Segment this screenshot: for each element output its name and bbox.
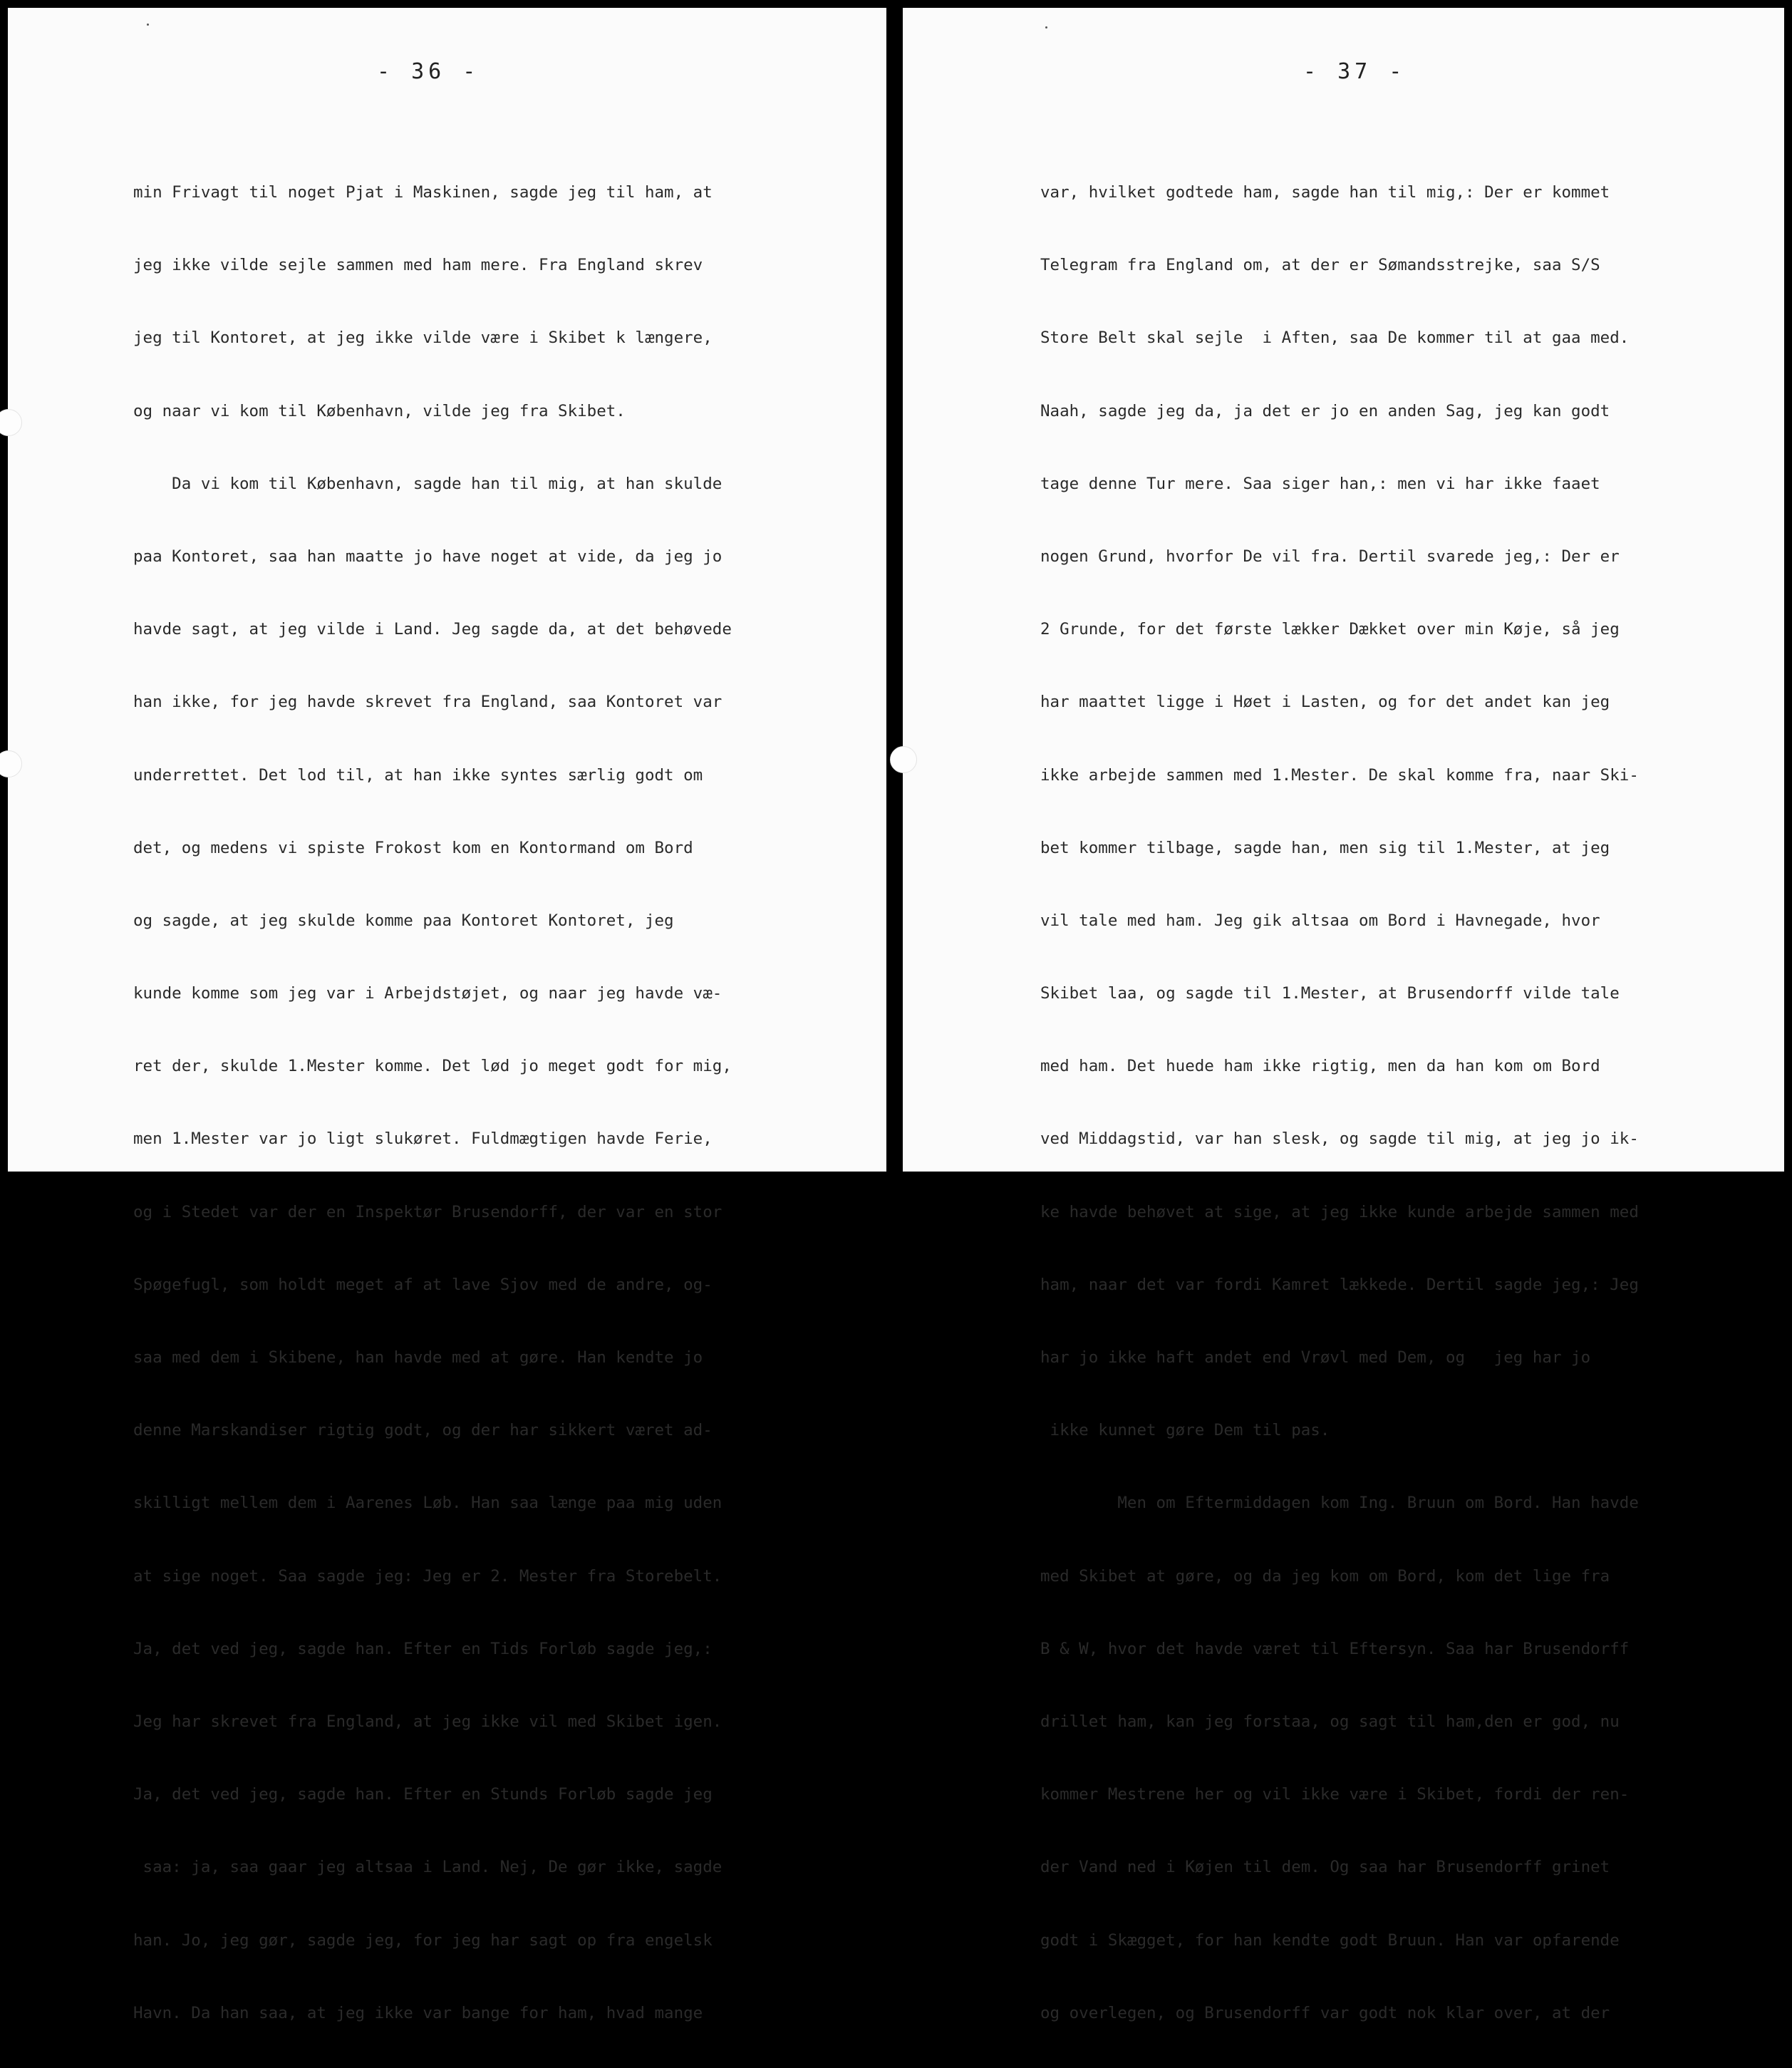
punch-hole <box>0 750 22 777</box>
text-line: saa: ja, saa gaar jeg altsaa i Land. Nej, De gør ikke, sagde <box>133 1858 723 1877</box>
text-line: han ikke, for jeg havde skrevet fra England, saa Kontoret var <box>133 693 723 712</box>
text-line: bet kommer tilbage, sagde han, men sig til 1.Mester, at jeg <box>1040 838 1610 857</box>
text-line: og naar vi kom til København, vilde jeg fra Skibet. <box>133 401 626 420</box>
text-line: drillet ham, kan jeg forstaa, og sagt til ham,den er god, nu <box>1040 1712 1620 1731</box>
text-line: ikke kunnet gøre Dem til pas. <box>1040 1421 1330 1440</box>
text-line: Skibet laa, og sagde til 1.Mester, at Brusendorff vilde tale <box>1040 984 1620 1003</box>
text-line: jeg ikke vilde sejle sammen med ham mere. Fra England skrev <box>133 256 703 275</box>
text-line: ham, naar det var fordi Kamret lækkede. Dertil sagde jeg,: Jeg <box>1040 1275 1639 1294</box>
text-line: var, hvilket godtede ham, sagde han til mig,: Der er kommet <box>1040 183 1610 202</box>
text-line: Jeg har skrevet fra England, at jeg ikke vil med Skibet igen. <box>133 1712 723 1731</box>
text-line: Telegram fra England om, at der er Sømandsstrejke, saa S/S <box>1040 256 1600 275</box>
page-right <box>903 8 1784 2022</box>
text-line: godt i Skægget, for han kendte godt Bruun. Han var opfarende <box>1040 1930 1620 1950</box>
text-line: med ham. Det huede ham ikke rigtig, men da han kom om Bord <box>1040 1057 1600 1076</box>
text-line: Da vi kom til København, sagde han til mig, at han skulde <box>133 474 723 493</box>
text-line: B & W, hvor det havde været til Eftersyn. Saa har Brusendorff <box>1040 1639 1630 1658</box>
page-number: - 36 - <box>377 59 480 84</box>
text-line: nogen Grund, hvorfor De vil fra. Dertil svarede jeg,: Der er <box>1040 547 1620 566</box>
text-line: min Frivagt til noget Pjat i Maskinen, sagde jeg til ham, at <box>133 183 713 202</box>
text-line: Men om Eftermiddagen kom Ing. Bruun om Bord. Han havde <box>1040 1494 1639 1513</box>
text-line: har jo ikke haft andet end Vrøvl med Dem, og jeg har jo <box>1040 1348 1591 1367</box>
page-number: - 37 - <box>1303 59 1407 84</box>
text-line: ved Middagstid, var han slesk, og sagde til mig, at jeg jo ik- <box>1040 1129 1639 1149</box>
text-line: kommer Mestrene her og vil ikke være i Skibet, fordi der ren- <box>1040 1785 1630 1804</box>
speck-mark <box>147 24 149 26</box>
text-line: og sagde, at jeg skulde komme paa Kontoret Kontoret, jeg <box>133 911 674 930</box>
text-line: skilligt mellem dem i Aarenes Løb. Han saa længe paa mig uden <box>133 1494 723 1513</box>
text-line: denne Marskandiser rigtig godt, og der har sikkert været ad- <box>133 1421 713 1440</box>
text-line: underrettet. Det lod til, at han ikke syntes særlig godt om <box>133 765 703 785</box>
text-line: han. Jo, jeg gør, sagde jeg, for jeg har sagt op fra engelsk <box>133 1930 713 1950</box>
text-line: og overlegen, og Brusendorff var godt nok klar over, at der <box>1040 2003 1610 2022</box>
text-line: Havn. Da han saa, at jeg ikke var bange for ham, hvad mange <box>133 2003 703 2022</box>
text-line: det, og medens vi spiste Frokost kom en Kontormand om Bord <box>133 838 693 857</box>
text-line: paa Kontoret, saa han maatte jo have noget at vide, da jeg jo <box>133 547 723 566</box>
text-line: med Skibet at gøre, og da jeg kom om Bord, kom det lige fra <box>1040 1566 1610 1586</box>
text-line: ikke arbejde sammen med 1.Mester. De skal komme fra, naar Ski- <box>1040 765 1639 785</box>
text-line: Naah, sagde jeg da, ja det er jo en anden Sag, jeg kan godt <box>1040 401 1610 420</box>
text-line: Store Belt skal sejle i Aften, saa De kommer til at gaa med. <box>1040 329 1630 348</box>
text-line: men 1.Mester var jo ligt slukøret. Fuldmægtigen havde Ferie, <box>133 1129 713 1149</box>
text-line: ke havde behøvet at sige, at jeg ikke kunde arbejde sammen med <box>1040 1202 1639 1221</box>
text-line: Spøgefugl, som holdt meget af at lave Sjov med de andre, og- <box>133 1275 713 1294</box>
text-line: jeg til Kontoret, at jeg ikke vilde være i Skibet k længere, <box>133 329 713 348</box>
text-line: havde sagt, at jeg vilde i Land. Jeg sagde da, at det behøvede <box>133 620 732 639</box>
punch-hole <box>0 409 22 436</box>
text-line: 2 Grunde, for det første lækker Dækket over min Køje, så jeg <box>1040 620 1620 639</box>
text-line: tage denne Tur mere. Saa siger han,: men vi har ikke faaet <box>1040 474 1600 493</box>
text-line: og i Stedet var der en Inspektør Brusendorff, der var en stor <box>133 1202 723 1221</box>
text-line: har maattet ligge i Høet i Lasten, og for det andet kan jeg <box>1040 693 1610 712</box>
text-line: at sige noget. Saa sagde jeg: Jeg er 2. Mester fra Storebelt. <box>133 1566 723 1586</box>
text-line: Ja, det ved jeg, sagde han. Efter en Stunds Forløb sagde jeg <box>133 1785 713 1804</box>
text-line: der Vand ned i Køjen til dem. Og saa har Brusendorff grinet <box>1040 1858 1610 1877</box>
page-body-text <box>133 138 732 2068</box>
page-left <box>8 8 886 2022</box>
text-line: kunde komme som jeg var i Arbejdstøjet, og naar jeg havde væ- <box>133 984 723 1003</box>
punch-hole <box>890 746 917 773</box>
text-line: ret der, skulde 1.Mester komme. Det lød jo meget godt for mig, <box>133 1057 732 1076</box>
speck-mark <box>1045 26 1047 29</box>
page-body-text <box>1040 138 1639 2068</box>
text-line: vil tale med ham. Jeg gik altsaa om Bord i Havnegade, hvor <box>1040 911 1600 930</box>
text-line: saa med dem i Skibene, han havde med at gøre. Han kendte jo <box>133 1348 703 1367</box>
text-line: Ja, det ved jeg, sagde han. Efter en Tids Forløb sagde jeg,: <box>133 1639 713 1658</box>
